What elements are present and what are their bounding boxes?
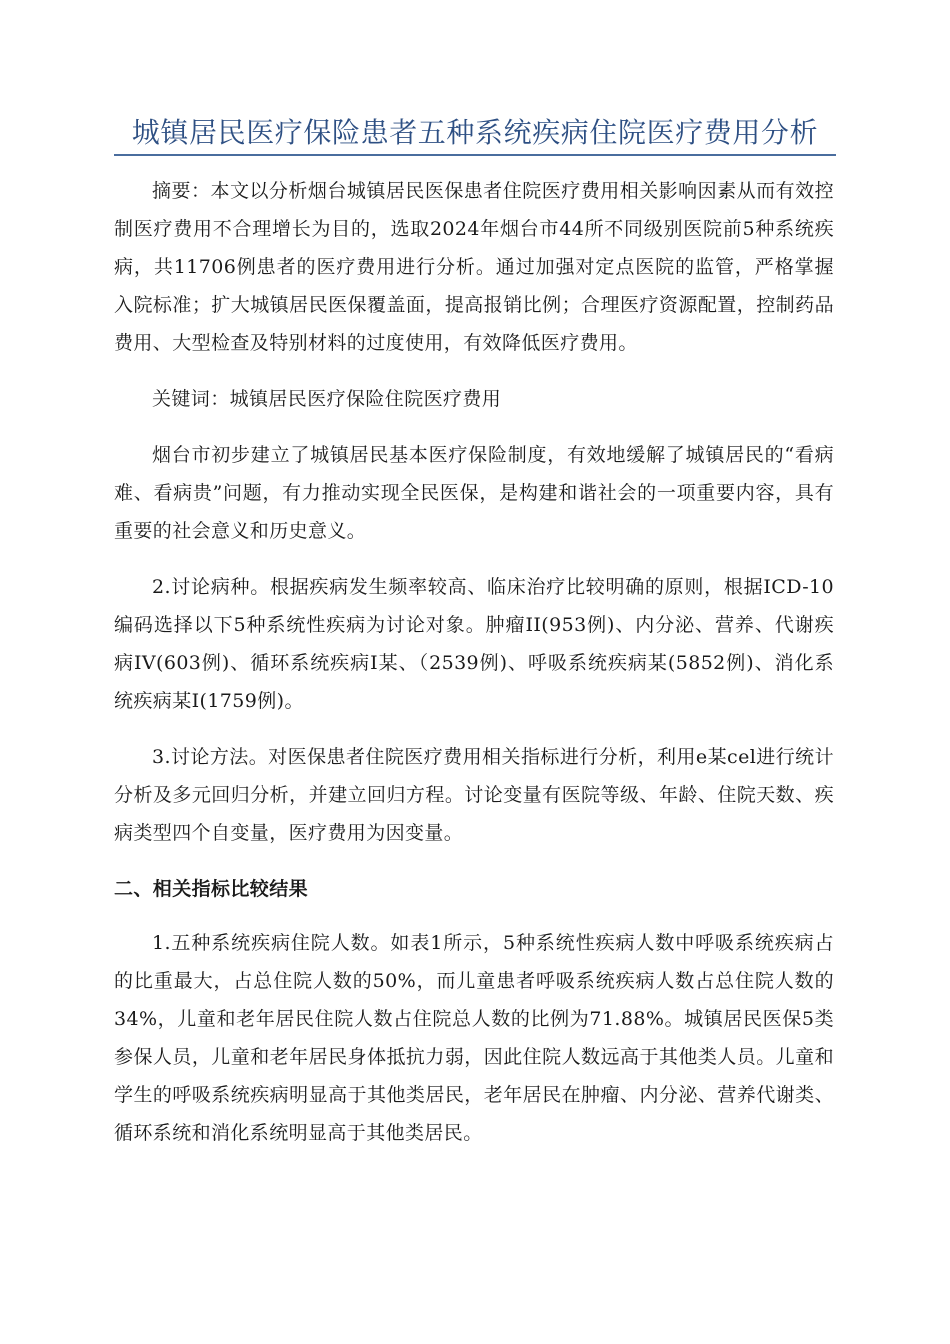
abstract-paragraph: 摘要：本文以分析烟台城镇居民医保患者住院医疗费用相关影响因素从而有效控制医疗费用不合理增长为目的，选取2024年烟台市44所不同级别医院前5种系统疾病，共11706例患者的医疗费用进行分析。通过加强对定点医院的监管，严格掌握入院标准；扩大城镇居民医保覆盖面，提高报销比例；合理医疗资源配置，控制药品费用、大型检查及特别材料的过度使用，有效降低医疗费用。 bbox=[114, 180, 834, 354]
title-underline bbox=[114, 154, 836, 156]
section-heading-results: 二、相关指标比较结果 bbox=[114, 878, 309, 900]
keywords-paragraph: 关键词：城镇居民医疗保险住院医疗费用 bbox=[152, 388, 502, 410]
intro-paragraph: 烟台市初步建立了城镇居民基本医疗保险制度，有效地缓解了城镇居民的“看病难、看病贵”问题，有力推动实现全民医保，是构建和谐社会的一项重要内容，具有重要的社会意义和历史意义。 bbox=[114, 444, 834, 542]
title-block bbox=[114, 112, 836, 156]
document-body bbox=[114, 172, 834, 1170]
section-2-paragraph: 2.讨论病种。根据疾病发生频率较高、临床治疗比较明确的原则，根据ICD-10编码选择以下5种系统性疾病为讨论对象。肿瘤II(953例)、内分泌、营养、代谢疾病IV(603例)、循环系统疾病I某、（2539例)、呼吸系统疾病某(5852例)、消化系统疾病某I(1759例)。 bbox=[114, 576, 834, 712]
document-title: 城镇居民医疗保险患者五种系统疾病住院医疗费用分析 bbox=[131, 116, 819, 149]
result-1-paragraph: 1.五种系统疾病住院人数。如表1所示，5种系统性疾病人数中呼吸系统疾病占的比重最大，占总住院人数的50%，而儿童患者呼吸系统疾病人数占总住院人数的34%，儿童和老年居民住院人数占住院总人数的比例为71.88%。城镇居民医保5类参保人员，儿童和老年居民身体抵抗力弱，因此住院人数远高于其他类人员。儿童和学生的呼吸系统疾病明显高于其他类居民，老年居民在肿瘤、内分泌、营养代谢类、循环系统和消化系统明显高于其他类居民。 bbox=[114, 932, 834, 1144]
section-3-paragraph: 3.讨论方法。对医保患者住院医疗费用相关指标进行分析，利用e某cel进行统计分析及多元回归分析，并建立回归方程。讨论变量有医院等级、年龄、住院天数、疾病类型四个自变量，医疗费用为因变量。 bbox=[114, 746, 834, 844]
